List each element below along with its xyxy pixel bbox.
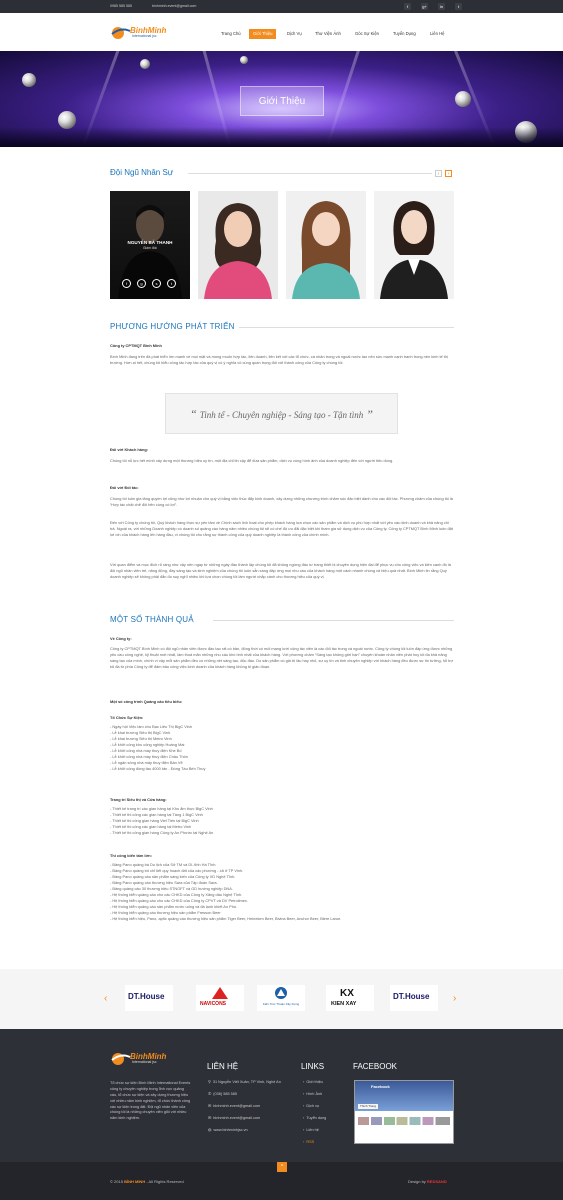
partner-logo[interactable]: DT.House bbox=[390, 985, 438, 1011]
footer-link[interactable]: › Tuyển dụng bbox=[303, 1116, 327, 1120]
footer-link[interactable]: › Dịch vụ bbox=[303, 1104, 320, 1108]
team-member-4[interactable] bbox=[374, 191, 454, 299]
list-item: - Lễ khởi công khu công nghiệp Hoàng Mai bbox=[110, 742, 185, 748]
divider bbox=[213, 620, 454, 621]
nav-about[interactable]: Giới Thiệu bbox=[249, 29, 276, 39]
direction-intro: Bình Minh đang trên đà phát triển lớn mạnh về mọi mặt và mong muốn hợp tác, liên doanh, liên kết với các tổ chức, cá nhân trong và ngoài nước tạo nên sức mạnh cạnh tranh trong nền kinh tế thị trường. Hơn ai hết, chúng tôi hiểu công tác hợp tác của quý vị có ý nghĩa vô cùng quan trọng đối với thành công của Công ty chúng tôi. bbox=[110, 354, 448, 366]
google-plus-icon[interactable]: g+ bbox=[422, 4, 427, 9]
footer-contact-title: LIÊN HỆ bbox=[207, 1062, 239, 1071]
footer-links-title: LINKS bbox=[301, 1062, 325, 1071]
footer-facebook-title: FACEBOOK bbox=[353, 1062, 398, 1071]
portrait-image bbox=[198, 191, 278, 299]
designed-by: Design by REDSAND bbox=[408, 1179, 447, 1184]
list-item: - Bảng Pano quảng cáo thương hiệu Sara của Tập đoàn Sara. bbox=[110, 880, 218, 886]
logo-brand: BinhMinh bbox=[130, 26, 167, 35]
list-item: - Hệ thống biển quảng cáo sản phẩm nước uống và đá lạnh khiết An Phú. bbox=[110, 904, 238, 910]
direction-section-title: PHƯƠNG HƯỚNG PHÁT TRIỂN bbox=[110, 322, 235, 331]
sun-logo-icon bbox=[110, 25, 132, 39]
partner-logo[interactable]: Kiến Trúc Thuận Xây Dựng bbox=[257, 985, 305, 1011]
team-member-2[interactable] bbox=[198, 191, 278, 299]
member-google-icon[interactable]: g bbox=[137, 279, 146, 288]
email[interactable]: ✉ binhminh.event@gmail.com bbox=[208, 1116, 261, 1120]
company-text: Công ty CPTMQT Bình Minh có đội ngũ nhân viên được đào tạo rất có bản, đông thời có mối mạng lưới cộng tác viên là các đối tác trong và ngoài nước. Công ty chúng tôi luôn đáp ứng được những yêu cầu công nghệ, kỹ thuật mới nhất, làm thoả mãn những nhu cầu khó tính nhất của khách hàng. Với phương châm “Sáng tạo không giới hạn” chuyên khoản nhân viên phát huy tối đa khả năng sáng tạo của mình, chính vì vậy mỗi sản phẩm đều có những nét sáng tạo, độc đáo. Do sản phẩm có giá trị lâu hay nhỏ, sự uy tín và tinh chuyên nghiệp với khách hàng đều được sự tin tưởng, hỗ trợ tối đa từ phía Công ty để đảm bảo công việc kinh doanh của khách hàng không bị gián đoạn. bbox=[110, 646, 454, 670]
partners-prev-icon[interactable]: ‹ bbox=[104, 993, 108, 1004]
partner-logo[interactable]: DT.House bbox=[125, 985, 173, 1011]
address: ⚲ 31 Nguyễn Viết Xuân, TP Vinh, Nghệ An bbox=[208, 1080, 281, 1084]
portrait-image bbox=[374, 191, 454, 299]
top-bar bbox=[0, 0, 563, 13]
list-item: - Hệ thống biển quảng cáo cho các CHKD của Công ty CPVT và DV Petrolimex. bbox=[110, 898, 248, 904]
list-item: - Bảng quảng cáo 30 thương hiệu STNOFT và GD hướng nghiệp DNA. bbox=[110, 886, 233, 892]
footer-link[interactable]: › Liên hệ bbox=[303, 1128, 319, 1132]
member-twitter-icon[interactable]: t bbox=[167, 279, 176, 288]
billboard-heading: Thi công biển tấm lớn: bbox=[110, 853, 152, 858]
billboard-list bbox=[110, 862, 454, 922]
partners-text-2: Đến với Công ty chúng tôi, Quý khách hàng thực sự yên tâm về Chính sách linh hoạt cho phép khách hàng lựa chọn các sản phẩm và dịch vụ phù hợp nhất với yêu cầu kinh doanh và khả năng chi trả. Ngoài ra, với những Doanh nghiệp có doanh số quảng cáo hàng năm nhiều chúng tôi sẽ có chế độ ưu đãi đặc biệt khi tham gia sử dụng dịch vụ của Công ty. Công ty CPTMQT Bình Minh luôn đặt lợi ích của khách hàng lên hàng đầu, vì chúng tôi cho rằng sự thành công của quý doanh nghiệp là thành công của chính mình. bbox=[110, 520, 453, 538]
list-item: - Lễ ngân sông nhà máy thuỷ điện Bản Vẽ bbox=[110, 760, 183, 766]
company-name: Công ty CPTMQT Bình Minh bbox=[110, 343, 162, 348]
list-item: - Lễ khai trương Siêu thị BigC Vinh bbox=[110, 730, 171, 736]
footer-about: Tổ chức sự kiện Bình Minh International Events công ty chuyên nghiệp trong lĩnh vực quảng cáo, tổ chức sự kiện và xây dựng thương hiệu với nhiều năm kinh nghiệm, tổ chức thành công các sự kiện trong đất. Đội ngũ nhân viên của chúng tôi là những chuyên viên giỏi với nhiều năm kinh nghiệm. bbox=[110, 1081, 191, 1121]
nav-services[interactable]: Dịch Vụ bbox=[287, 31, 302, 36]
list-item: - Hệ thống biển quảng cáo thương hiệu sản phẩm Fresson Beer bbox=[110, 910, 221, 916]
decor-heading: Trang trí Siêu thị và Cửa hàng: bbox=[110, 797, 167, 802]
footer: BinhMinh International jsc Tổ chức sự kiện Bình Minh International Events công ty chuyên nghiệp trong lĩnh vực quảng cáo, tổ chức sự kiện và xây dựng thương hiệu với nhiều năm kinh nghiệm, tổ chức thành công các sự kiện trong đất. Đội ngũ nhân viên của chúng tôi là những chuyên viên giỏi với nhiều năm kinh nghiệm. LIÊN HỆ ⚲ 31 Nguyễn Viết Xuân, TP Vinh, Nghệ An ✆ (038) 585 585 ✉ binhminh.event@gmail.com ✉ binhminh.event@gmail.com ◍ www.binhminhjsc.vn LINKS › Giới thiệu › Hình Ảnh › Dịch vụ › Tuyển dụng › Liên hệ › RSS FACEBOOK Facebook Thích Trang bbox=[0, 1029, 563, 1162]
decor-list bbox=[110, 806, 454, 836]
partners-carousel bbox=[0, 969, 563, 1029]
email-text: binhminh.event@gmail.com bbox=[152, 4, 197, 8]
nav-contact[interactable]: Liên Hệ bbox=[430, 31, 445, 36]
team-next-button[interactable]: › bbox=[445, 170, 452, 177]
email[interactable]: ✉ binhminh.event@gmail.com bbox=[208, 1104, 261, 1108]
page-title: Giới Thiệu bbox=[240, 86, 324, 116]
list-item: - Lễ khởi công nhà máy thuỷ điện Châu Thôn bbox=[110, 754, 188, 760]
facebook-like-button[interactable]: Thích Trang bbox=[360, 1104, 377, 1108]
team-section-title: Đội Ngũ Nhân Sự bbox=[110, 168, 174, 177]
member-facebook-icon[interactable]: f bbox=[122, 279, 131, 288]
portrait-image bbox=[286, 191, 366, 299]
member-role: Giám đốc bbox=[142, 246, 158, 250]
list-item: - Thiết kế thi công các gian hàng tại Metro Vinh bbox=[110, 824, 192, 830]
page-banner bbox=[0, 51, 563, 147]
list-item: - Thiết kế thi công gian hàng Viet Tiến tại BigC Vinh bbox=[110, 818, 199, 824]
nav-gallery[interactable]: Thư Viện Ảnh bbox=[315, 31, 341, 36]
nav-events[interactable]: Góc Sự Kiện bbox=[355, 31, 379, 36]
sun-logo-icon bbox=[110, 1051, 132, 1065]
list-item: - Lễ khởi công nhà máy thuỷ điện Khe Bố bbox=[110, 748, 182, 754]
partners-heading: Đối với Đối tác: bbox=[110, 485, 139, 490]
team-member-3[interactable] bbox=[286, 191, 366, 299]
list-item: - Hệ thống biển hiệu, Pano, apfic quảng cáo thương hiệu sản phẩm Tiger Beer, Heineken Beer, Bivina Beer, Anchor Beer, Biere Larue. bbox=[110, 916, 342, 922]
events-list bbox=[110, 724, 454, 772]
list-item: - Bảng Pano quảng bá Du lịch của Sở TM và DL tỉnh Hà Tĩnh. bbox=[110, 862, 217, 867]
motto-text: Tinh tế - Chuyên nghiệp - Sáng tạo - Tận tình bbox=[199, 410, 364, 420]
customers-text: Chúng tôi nỗ lực hết mình xây dựng một thương hiệu uy tín, một địa chỉ tin cậy để đưa sản phẩm, dịch vụ cùng hình ảnh của doanh nghiệp đến với người tiêu dùng. bbox=[110, 458, 394, 463]
works-heading: Một số công trình Quảng cáo tiêu biểu: bbox=[110, 699, 183, 704]
partners-text-1: Chúng tôi luôn gia tăng quyền lợi cũng như lợi nhuận cho quý vị bằng việc thúc đẩy kinh doanh, xây dựng những chương trình chăm sóc đặc biệt dành cho các đối tác. Phương châm của chúng tôi là “Hợp tác chặt chẽ đôi bên cùng có lợi”. bbox=[110, 496, 453, 508]
member-skype-icon[interactable]: s bbox=[152, 279, 161, 288]
team-prev-button[interactable]: ‹ bbox=[435, 170, 442, 177]
partners-text-3: Với quan điểm và mục đích rõ ràng như vậy nên ngay từ những ngày đầu thành lập chúng tôi đã không ngừng đầu tư trang thiết bị chuyên dụng hiện đại để phục vụ cho công việc và kiên cạnh đó là đội ngũ nhân viên trẻ, năng động, đầy sáng tạo và kinh nghiệm của chúng tôi luôn sẵn sàng đáp ứng mọi nhu cầu của khách hàng một cách nhanh chóng và hiệu quả nhất. Bình Minh tin rằng Quý doanh nghiệp sẽ không phải đắn đo suy nghĩ nhiều khi lựa chọn chúng tôi làm người chắp cánh cho thương hiệu của quý vị. bbox=[110, 562, 451, 580]
list-item: - Ngày hội Việc làm cho Bạc Liêu Thị BigC Vinh bbox=[110, 724, 192, 729]
facebook-page-name: Facebook bbox=[371, 1084, 390, 1089]
linkedin-icon[interactable]: in bbox=[439, 4, 444, 9]
header bbox=[0, 13, 563, 51]
list-item: - Thiết kế trang trí các gian hàng tại Khu ẩm thực BigC Vinh bbox=[110, 806, 213, 811]
list-item: - Bảng Pano quảng cáo sản phẩm sáng kiến của Công ty XD Nghệ Tĩnh. bbox=[110, 874, 236, 880]
partner-logo[interactable]: KX KIEN XAY bbox=[326, 985, 374, 1011]
logo-sub: International jsc bbox=[132, 34, 157, 38]
partner-logo[interactable]: NAVICONS bbox=[196, 985, 244, 1011]
footer-link[interactable]: › Giới thiệu bbox=[303, 1080, 323, 1084]
copyright: © 2015 BÌNH MINH - All Rights Reserved bbox=[110, 1179, 184, 1184]
back-to-top-button[interactable]: ^ bbox=[277, 1162, 287, 1172]
list-item: - Thiết kế thi công các gian hàng tại Tầng 1 BigC Vinh bbox=[110, 812, 203, 818]
website[interactable]: ◍ www.binhminhjsc.vn bbox=[208, 1128, 248, 1132]
divider bbox=[188, 173, 432, 174]
footer-link-rss[interactable]: › RSS bbox=[303, 1140, 315, 1144]
events-heading: Tổ Chức Sự Kiện: bbox=[110, 715, 144, 720]
customers-heading: Đối với Khách hàng: bbox=[110, 447, 149, 452]
list-item: - Lễ khởi công đồng tàu 4000 tấn - Đóng Tàu Bến Thuỷ bbox=[110, 766, 206, 772]
facebook-icon[interactable]: f bbox=[404, 3, 411, 10]
list-item: - Hệ thống biển quảng cáo cho các CHKD của Công ty Xăng dầu Nghệ Tĩnh. bbox=[110, 892, 243, 898]
phone-text: 0985 585 585 bbox=[110, 4, 132, 8]
twitter-icon[interactable]: t bbox=[455, 3, 462, 10]
nav-home[interactable]: Trang Chủ bbox=[221, 31, 241, 36]
motto-quote: “ Tinh tế - Chuyên nghiệp - Sáng tạo - Tận tình ” bbox=[165, 393, 398, 434]
list-item: - Bảng Pano quảng bố chỉ tiết quy hoạch đất của các phường - xã ở TP Vinh. bbox=[110, 868, 244, 874]
company-heading: Về Công ty: bbox=[110, 636, 132, 641]
list-item: - Thiết kế thi công gian hàng Công ty An Phước tại Nghệ An bbox=[110, 830, 214, 836]
divider bbox=[239, 327, 454, 328]
list-item: - Lễ khai trương Siêu thị Metro Vinh bbox=[110, 736, 172, 742]
footer-link[interactable]: › Hình Ảnh bbox=[303, 1092, 323, 1096]
achievements-section-title: MỘT SỐ THÀNH QUẢ bbox=[110, 615, 194, 624]
facebook-widget[interactable] bbox=[354, 1080, 454, 1144]
nav-careers[interactable]: Tuyển Dụng bbox=[393, 31, 416, 36]
phone: ✆ (038) 585 585 bbox=[208, 1092, 237, 1096]
team-member-1[interactable] bbox=[110, 191, 190, 299]
member-name: NGUYỄN BÁ THANH bbox=[127, 240, 173, 245]
partners-next-icon[interactable]: › bbox=[453, 993, 457, 1004]
